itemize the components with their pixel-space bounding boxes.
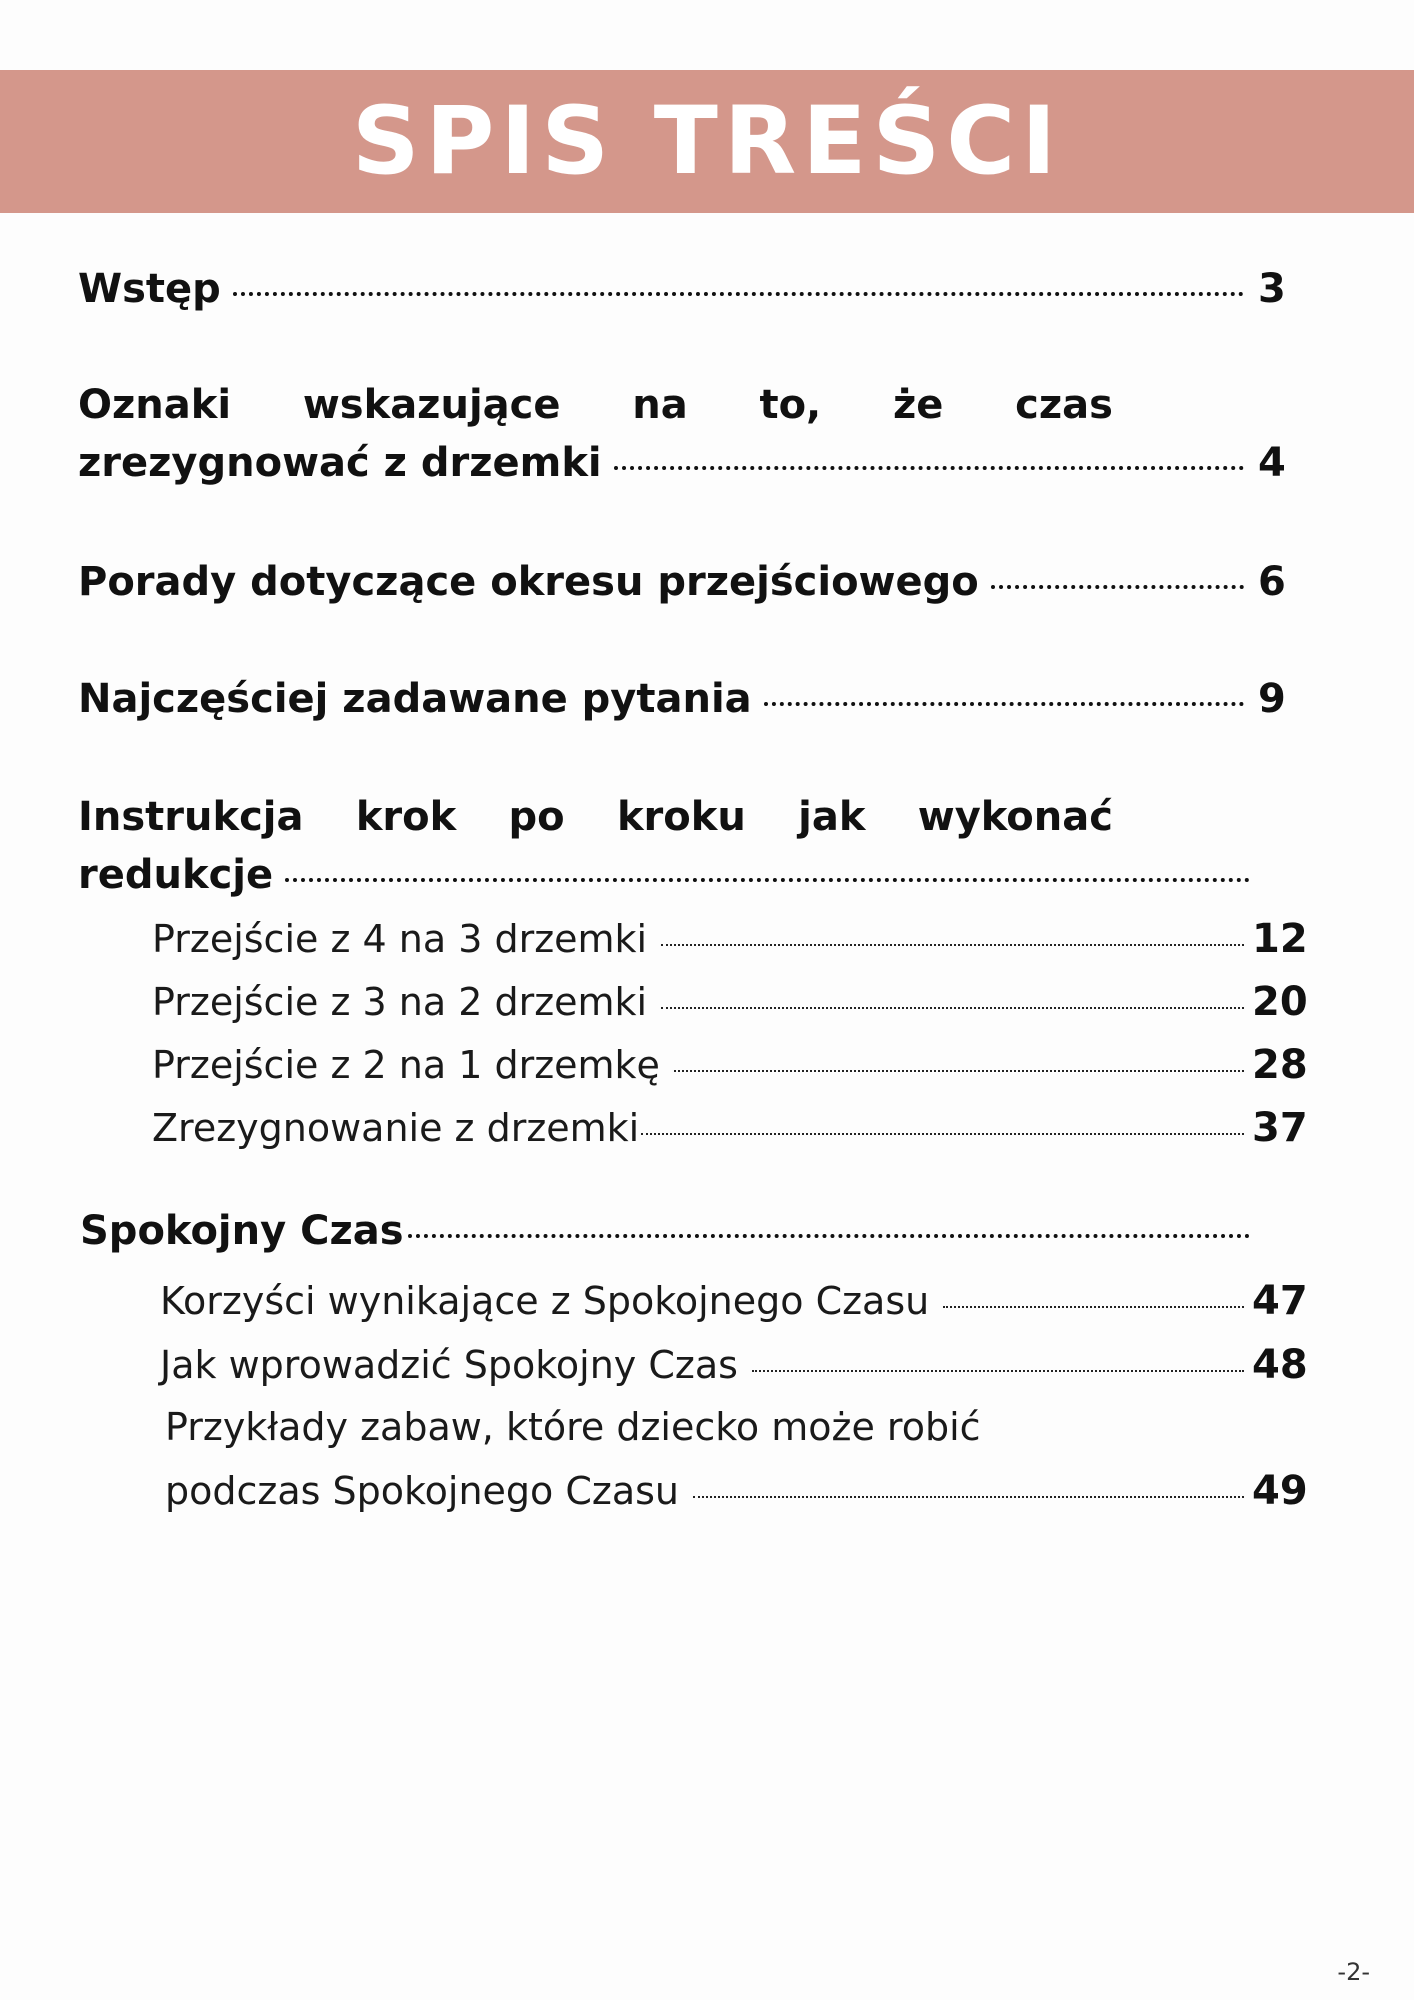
toc-page-number: 48 xyxy=(1252,1342,1308,1388)
word: kroku xyxy=(616,794,746,840)
toc-subentry-label: Przejście z 2 na 1 drzemkę xyxy=(152,1043,660,1087)
toc-entry-line xyxy=(78,846,1250,904)
toc-subentry[interactable] xyxy=(152,910,1312,968)
dot-leader xyxy=(614,466,1244,470)
dot-leader xyxy=(674,1070,1244,1072)
dot-leader xyxy=(408,1234,1250,1238)
toc-subentry[interactable] xyxy=(160,1336,1312,1394)
word: wykonać xyxy=(917,794,1113,840)
word: to, xyxy=(759,382,822,428)
toc-entry-line xyxy=(78,376,1113,434)
dot-leader xyxy=(693,1496,1244,1498)
toc-entry-label: redukcje xyxy=(78,852,274,898)
toc-subentry-label: Korzyści wynikające z Spokojnego Czasu xyxy=(160,1279,930,1323)
page-number: -2- xyxy=(1337,1958,1370,1986)
dot-leader xyxy=(233,292,1244,296)
toc-page-number: 20 xyxy=(1252,979,1308,1025)
toc-page-number: 12 xyxy=(1252,916,1308,962)
toc-entry-label: Porady dotyczące okresu przejściowego xyxy=(78,559,979,605)
word: Instrukcja xyxy=(78,794,304,840)
toc-entry-line xyxy=(78,434,1298,492)
toc-subentry-label: Zrezygnowanie z drzemki xyxy=(152,1106,640,1150)
toc-entry-porady[interactable] xyxy=(78,553,1298,611)
page-title: SPIS TREŚCI xyxy=(351,87,1063,196)
toc-entry-wstep[interactable] xyxy=(78,260,1298,318)
toc-subentry[interactable] xyxy=(152,973,1312,1031)
word: po xyxy=(508,794,565,840)
toc-page-number: 47 xyxy=(1252,1278,1308,1324)
toc-entry-label: Spokojny Czas xyxy=(80,1208,404,1254)
toc-subentry-label: podczas Spokojnego Czasu xyxy=(165,1469,680,1513)
toc-page-number: 9 xyxy=(1258,676,1286,722)
dot-leader xyxy=(991,585,1244,589)
word: że xyxy=(893,382,944,428)
dot-leader xyxy=(764,702,1244,706)
toc-subentry-line xyxy=(165,1462,1312,1520)
word: wskazujące xyxy=(302,382,561,428)
toc-subentry-label: Przykłady zabaw, które dziecko może robić xyxy=(165,1405,981,1449)
dot-leader xyxy=(285,878,1250,882)
word: krok xyxy=(355,794,457,840)
toc-page-number: 49 xyxy=(1252,1468,1308,1514)
toc-subentry[interactable] xyxy=(160,1272,1312,1330)
toc-entry-instrukcja[interactable] xyxy=(78,788,1298,904)
toc-page-number: 3 xyxy=(1258,266,1286,312)
toc-subentry-label: Przejście z 3 na 2 drzemki xyxy=(152,980,648,1024)
toc-page-number: 4 xyxy=(1258,440,1286,486)
toc-subentry[interactable] xyxy=(152,1036,1312,1094)
dot-leader xyxy=(943,1306,1244,1308)
title-banner xyxy=(0,70,1414,213)
toc-subentry[interactable] xyxy=(165,1398,1312,1520)
toc-page-number: 28 xyxy=(1252,1042,1308,1088)
toc-subentry-label: Przejście z 4 na 3 drzemki xyxy=(152,917,648,961)
toc-subentry[interactable] xyxy=(152,1099,1312,1157)
word: czas xyxy=(1015,382,1113,428)
dot-leader xyxy=(661,944,1244,946)
dot-leader xyxy=(661,1007,1244,1009)
word: jak xyxy=(798,794,866,840)
toc-page-number: 37 xyxy=(1252,1105,1308,1151)
toc-page-number: 6 xyxy=(1258,559,1286,605)
toc-entry-label: zrezygnować z drzemki xyxy=(78,440,602,486)
toc-entry-line xyxy=(78,788,1113,846)
dot-leader xyxy=(752,1370,1244,1372)
toc-entry-spokojny-czas[interactable] xyxy=(80,1202,1250,1260)
toc-subentry-label: Jak wprowadzić Spokojny Czas xyxy=(160,1343,738,1387)
toc-entry-oznaki[interactable] xyxy=(78,376,1298,492)
toc-entry-label: Wstęp xyxy=(78,266,221,312)
toc-entry-faq[interactable] xyxy=(78,670,1298,728)
word: na xyxy=(632,382,688,428)
toc-entry-label: Najczęściej zadawane pytania xyxy=(78,676,752,722)
dot-leader xyxy=(641,1133,1244,1135)
word: Oznaki xyxy=(78,382,232,428)
